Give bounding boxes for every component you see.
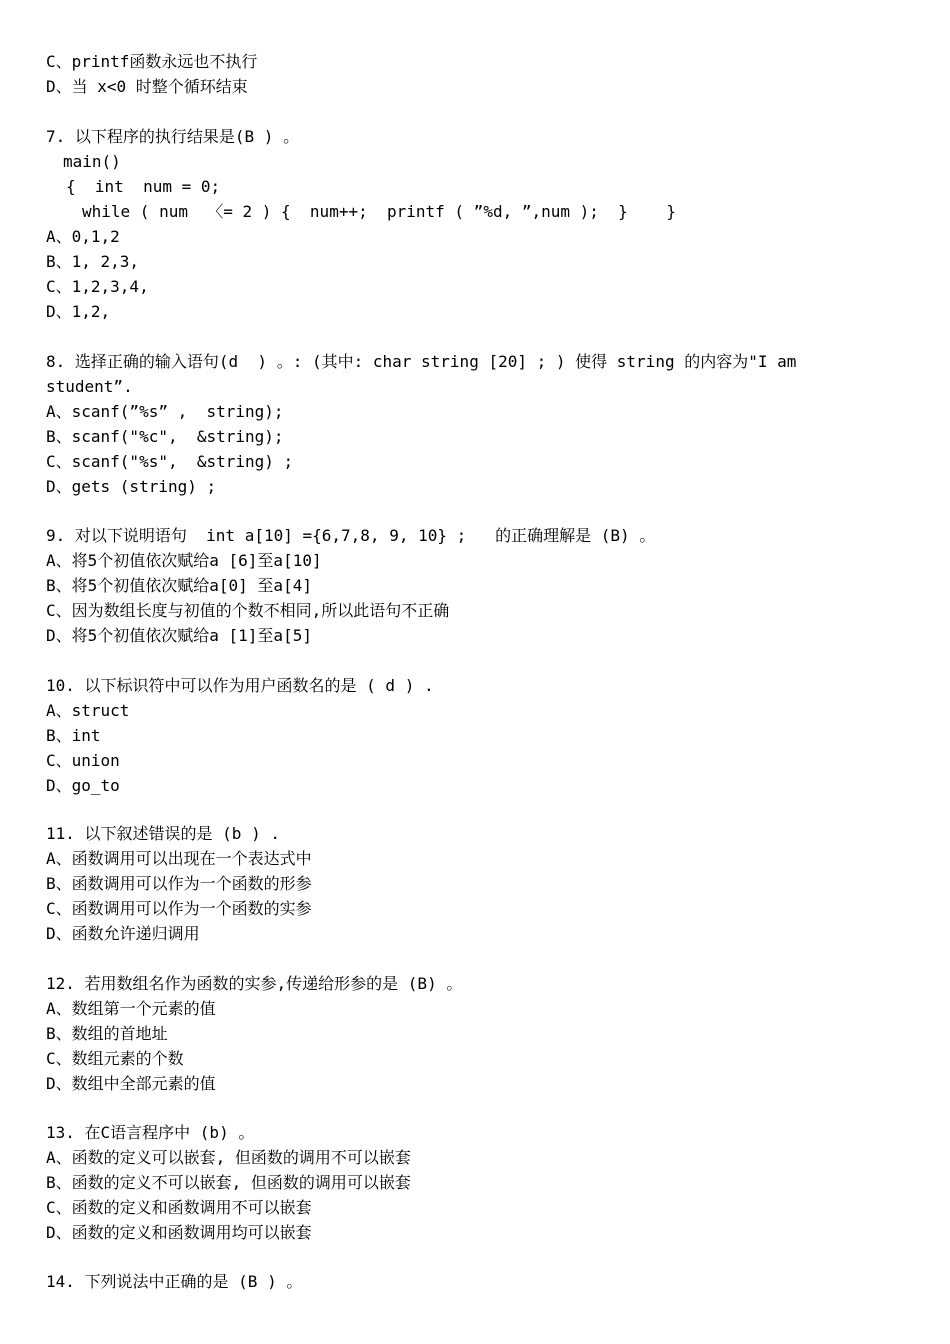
q9-option-b: B、将5个初值依次赋给a[0] 至a[4] xyxy=(46,576,312,595)
q12-option-b: B、数组的首地址 xyxy=(46,1024,168,1043)
q7-code-line-2: { int num = 0; xyxy=(66,177,221,196)
q9-option-c: C、因为数组长度与初值的个数不相同,所以此语句不正确 xyxy=(46,601,450,620)
q13-option-c: C、函数的定义和函数调用不可以嵌套 xyxy=(46,1198,312,1217)
q11-option-a: A、函数调用可以出现在一个表达式中 xyxy=(46,849,312,868)
q7-code-line-1: main() xyxy=(63,152,121,171)
q12-option-c: C、数组元素的个数 xyxy=(46,1049,184,1068)
q10-option-c: C、union xyxy=(46,751,120,770)
q13-option-b: B、函数的定义不可以嵌套, 但函数的调用可以嵌套 xyxy=(46,1173,411,1192)
q11-option-c: C、函数调用可以作为一个函数的实参 xyxy=(46,899,312,918)
q8-stem-line-2: student”. xyxy=(46,377,133,396)
q10-option-d: D、go_to xyxy=(46,776,120,795)
q11-option-b: B、函数调用可以作为一个函数的形参 xyxy=(46,874,312,893)
q8-option-b: B、scanf("%c", &string); xyxy=(46,427,284,446)
q8-option-c: C、scanf("%s", &string) ; xyxy=(46,452,294,471)
q11-stem: 11. 以下叙述错误的是 (b ) . xyxy=(46,824,280,843)
q9-stem: 9. 对以下说明语句 int a[10] ={6,7,8, 9, 10} ; 的正确理解是 (B) 。 xyxy=(46,526,656,545)
q8-stem-line-1: 8. 选择正确的输入语句(d ) 。: (其中: char string [20] ; ) 使得 string 的内容为"I am xyxy=(46,352,797,371)
q12-stem: 12. 若用数组名作为函数的实参,传递给形参的是 (B) 。 xyxy=(46,974,463,993)
q7-stem: 7. 以下程序的执行结果是(B ) 。 xyxy=(46,127,300,146)
q13-stem: 13. 在C语言程序中 (b) 。 xyxy=(46,1123,255,1142)
q8-option-d: D、gets (string) ; xyxy=(46,477,217,496)
q7-option-d: D、1,2, xyxy=(46,302,111,321)
q8-option-a: A、scanf(”%s” , string); xyxy=(46,402,284,421)
q13-option-a: A、函数的定义可以嵌套, 但函数的调用不可以嵌套 xyxy=(46,1148,411,1167)
q6-option-c: C、printf函数永远也不执行 xyxy=(46,52,258,71)
q9-option-d: D、将5个初值依次赋给a [1]至a[5] xyxy=(46,626,312,645)
q9-option-a: A、将5个初值依次赋给a [6]至a[10] xyxy=(46,551,322,570)
q7-option-b: B、1, 2,3, xyxy=(46,252,140,271)
q13-option-d: D、函数的定义和函数调用均可以嵌套 xyxy=(46,1223,312,1242)
q12-option-d: D、数组中全部元素的值 xyxy=(46,1074,216,1093)
q7-option-c: C、1,2,3,4, xyxy=(46,277,149,296)
q10-option-b: B、int xyxy=(46,726,101,745)
q6-option-d: D、当 x<0 时整个循环结束 xyxy=(46,77,248,96)
q12-option-a: A、数组第一个元素的值 xyxy=(46,999,216,1018)
q10-stem: 10. 以下标识符中可以作为用户函数名的是 ( d ) . xyxy=(46,676,434,695)
q7-code-line-3: while ( num 〈= 2 ) { num++; printf ( ”%d, ”,num ); } } xyxy=(82,202,676,221)
q10-option-a: A、struct xyxy=(46,701,130,720)
q11-option-d: D、函数允许递归调用 xyxy=(46,924,200,943)
q14-stem: 14. 下列说法中正确的是 (B ) 。 xyxy=(46,1272,303,1291)
q7-option-a: A、0,1,2 xyxy=(46,227,120,246)
